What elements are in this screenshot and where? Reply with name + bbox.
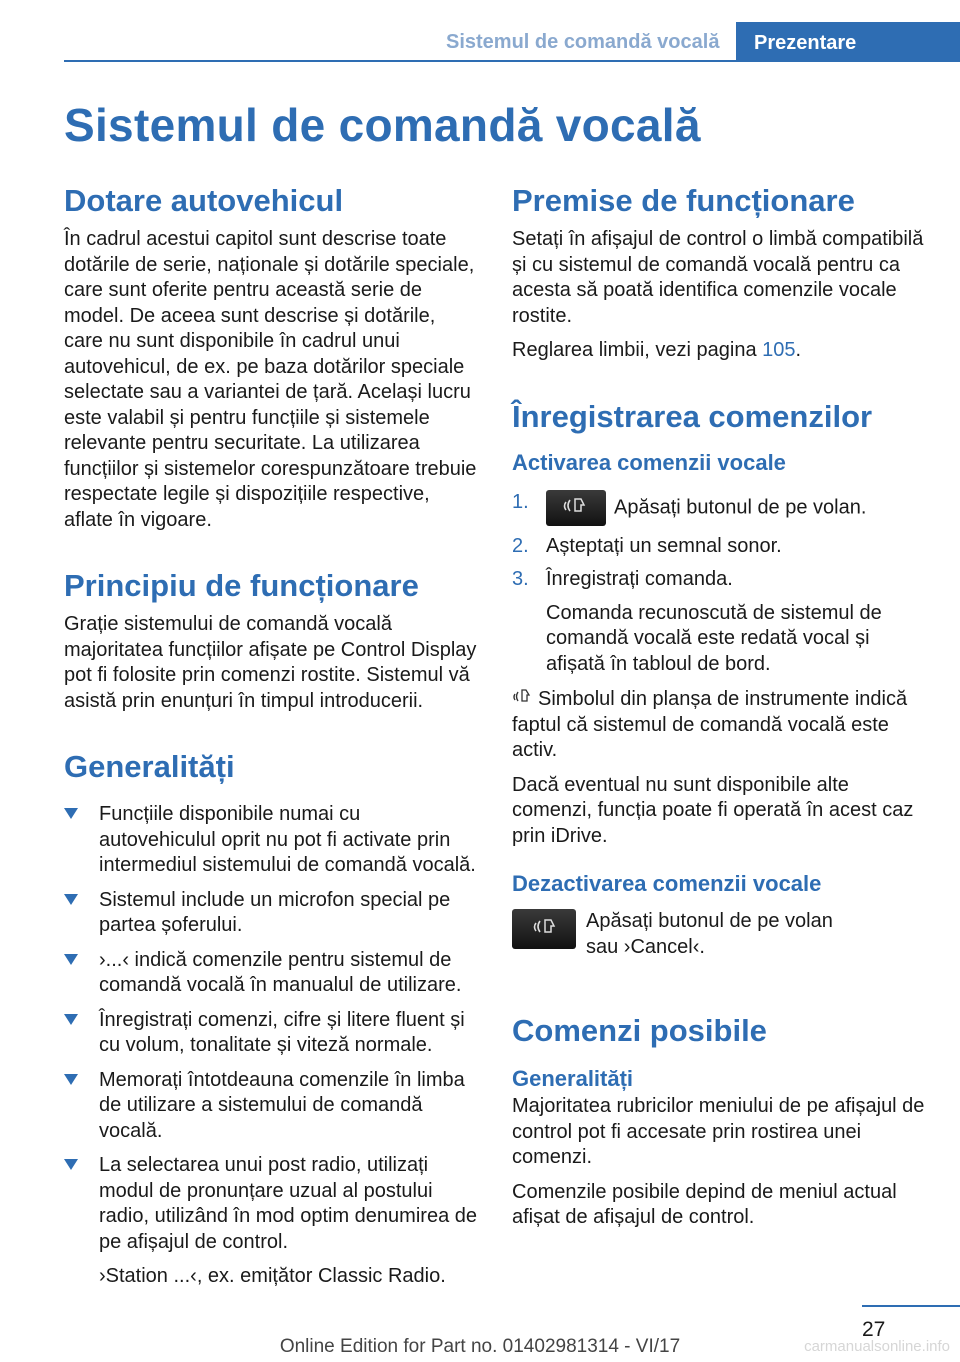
text-principiu: Grație sistemului de comandă vocală majoritatea funcțiilor afișate pe Control Display pot fi folosite prin comenzi rostite. Sistemul vă asistă prin enunțuri în timpul introducerii. xyxy=(64,613,477,712)
header-tab: Prezentare xyxy=(736,22,960,62)
page-link[interactable]: 105 xyxy=(762,339,796,361)
step3-note: Comanda recunoscută de sistemul de comandă vocală este redată vocal și afișată în tabloul de bord. xyxy=(546,601,882,675)
step-item: 2. Așteptați un semnal sonor. xyxy=(512,534,782,557)
heading-premise: Premise de funcționare xyxy=(512,183,855,218)
bullet-triangle-icon xyxy=(64,808,78,819)
voice-button-icon xyxy=(546,490,606,526)
list-item: Memorați întotdeauna comenzile în limba de utilizare a sistemului de comandă vocală. xyxy=(64,1068,479,1145)
voice-button-icon xyxy=(512,909,576,949)
language-reference: Reglarea limbii, vezi pagina 105. xyxy=(512,339,802,361)
left-column xyxy=(64,182,479,1290)
text-comenzi-2: Comenzile posibile depind de meniul actual afișat de afișajul de control. xyxy=(512,1180,897,1228)
bullet-triangle-icon xyxy=(64,1159,78,1170)
watermark: carmanualsonline.info xyxy=(804,1338,950,1355)
heading-inregistrare: Înregistrarea comenzilor xyxy=(512,398,873,434)
step-item: 3. Înregistrați comanda. xyxy=(512,568,733,590)
generalitati-list xyxy=(64,802,479,1255)
header-section-title: Sistemul de comandă vocală xyxy=(446,31,720,53)
footer-edition: Online Edition for Part no. 01402981314 - VI/17 xyxy=(279,1336,681,1357)
bullet-triangle-icon xyxy=(64,954,78,965)
page-number: 27 xyxy=(862,1318,886,1341)
list-item: Funcțiile disponibile numai cu autovehiculul oprit nu pot fi activate prin intermediul sistemului de comandă vocală. xyxy=(64,802,479,879)
heading-activare: Activarea comenzii vocale xyxy=(512,449,786,475)
page-title: Sistemul de comandă vocală xyxy=(64,99,701,151)
list-item: ›...‹ indică comenzile pentru sistemul de comandă vocală în manualul de utilizare. xyxy=(64,948,479,999)
right-column xyxy=(512,182,932,1231)
bullet-triangle-icon xyxy=(64,1014,78,1025)
text-premise: Setați în afișajul de control o limbă compatibilă și cu sistemul de comandă vocală pentru ca acesta să poată identifica comenzile vocale rostite. xyxy=(512,228,924,327)
example-station: ›Station ...‹, ex. emițător Classic Radio. xyxy=(99,1265,446,1287)
bullet-triangle-icon xyxy=(64,894,78,905)
list-item: Sistemul include un microfon special pe partea șoferului. xyxy=(64,888,479,939)
step-item: 1. Apăsați butonul de pe volan. xyxy=(512,490,932,526)
list-item: La selectarea unui post radio, utilizați modul de pronunțare uzual al postului radio, utilizând în mod optim denumirea de pe afișajul de control. xyxy=(64,1153,479,1255)
deactivation-row xyxy=(512,909,932,960)
heading-dotare: Dotare autovehicul xyxy=(64,183,344,218)
list-item: Înregistrați comenzi, cifre și litere fluent și cu volum, tonalitate și viteză normale. xyxy=(64,1008,479,1059)
unavailable-text: Dacă eventual nu sunt disponibile alte comenzi, funcția poate fi operată în acest caz prin iDrive. xyxy=(512,773,914,847)
heading-dezactivare: Dezactivarea comenzii vocale xyxy=(512,871,822,896)
activation-steps xyxy=(512,490,932,593)
deactivation-text: Apăsați butonul de pe volan sau ›Cancel‹. xyxy=(586,910,833,958)
bullet-triangle-icon xyxy=(64,1074,78,1085)
footer-rule xyxy=(862,1305,960,1307)
text-dotare: În cadrul acestui capitol sunt descrise toate dotările de serie, naționale și dotările speciale, care sunt oferite pentru această serie de model. De aceea sunt descrise și dotările, care nu sunt disponibile în cadrul unui autovehicul, de ex. pe baza dotărilor speciale selectate sau a variantei de țară. Același lucru este valabil și pentru funcțiile și sistemele relevante pentru securitate. La utilizarea funcțiilor și sistemelor corespunzătoare trebuie respectate legile și dispozițiile respective, aflate în vigoare. xyxy=(64,228,477,531)
heading-comenzi-generalitati: Generalități xyxy=(512,1066,634,1091)
symbol-description: Simbolul din planșa de instrumente indică faptul că sistemul de comandă vocală este activ. xyxy=(512,688,908,761)
heading-principiu: Principiu de funcționare xyxy=(64,568,419,603)
header-rule xyxy=(64,60,960,62)
voice-symbol-icon xyxy=(512,686,534,708)
heading-generalitati: Generalități xyxy=(64,749,235,784)
heading-comenzi: Comenzi posibile xyxy=(512,1013,767,1048)
text-comenzi-1: Majoritatea rubricilor meniului de pe afișajul de control pot fi accesate prin rostirea unei comenzi. xyxy=(512,1095,925,1168)
